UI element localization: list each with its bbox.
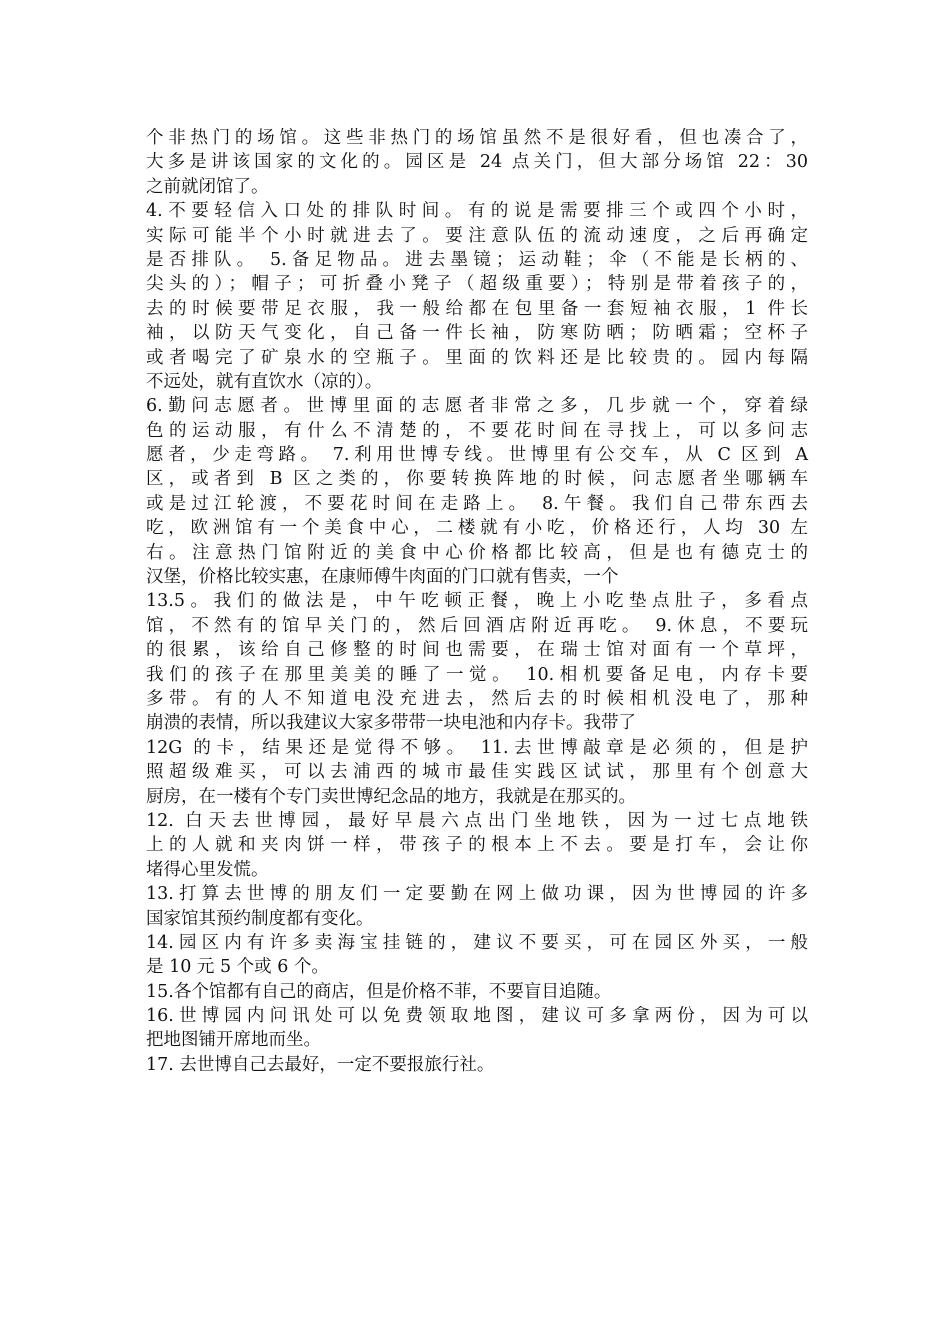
text-line: 13.打算去世博的朋友们一定要勤在网上做功课，因为世博园的许多 xyxy=(146,884,808,905)
text-line: 之前就闭馆了。 xyxy=(146,176,269,197)
text-line: 大多是讲该国家的文化的。园区是 24 点关门，但大部分场馆 22：30 xyxy=(146,152,808,173)
text-line: 的很累，该给自己修整的时间也需要，在瑞士馆对面有一个草坪， xyxy=(146,640,808,661)
text-line: 不远处，就有直饮水（凉的）。 xyxy=(146,371,383,392)
text-line: 吃，欧洲馆有一个美食中心，二楼就有小吃，价格还行，人均 30 左 xyxy=(146,518,808,539)
text-line: 或是过江轮渡，不要花时间在走路上。 8.午餐。我们自己带东西去 xyxy=(146,493,808,514)
text-line: 把地图铺开席地而坐。 xyxy=(146,1030,321,1051)
text-line: 是 10 元 5 个或 6 个。 xyxy=(146,957,329,978)
text-line: 照超级难买，可以去浦西的城市最佳实践区试试，那里有个创意大 xyxy=(146,762,808,783)
text-line: 12. 白天去世博园，最好早晨六点出门坐地铁，因为一过七点地铁 xyxy=(146,810,808,831)
text-line: 右。注意热门馆附近的美食中心价格都比较高，但是也有德克士的 xyxy=(146,542,808,563)
text-line: 愿者，少走弯路。 7.利用世博专线。世博里有公交车，从 C 区到 A xyxy=(146,445,808,466)
text-line: 色的运动服，有什么不清楚的，不要花时间在寻找上，可以多问志 xyxy=(146,420,808,441)
text-line: 馆，不然有的馆早关门的，然后回酒店附近再吃。 9.休息，不要玩 xyxy=(146,615,808,636)
text-line: 实际可能半个小时就进去了。要注意队伍的流动速度，之后再确定 xyxy=(146,225,808,246)
text-line: 上的人就和夹肉饼一样，带孩子的根本上不去。要是打车，会让你 xyxy=(146,835,808,856)
text-line: 尖头的）；帽子；可折叠小凳子（超级重要）；特别是带着孩子的， xyxy=(146,274,808,295)
text-line: 个非热门的场馆。这些非热门的场馆虽然不是很好看，但也凑合了， xyxy=(146,128,808,148)
text-line: 15.各个馆都有自己的商店，但是价格不菲，不要盲目追随。 xyxy=(146,981,612,1002)
text-line: 国家馆其预约制度都有变化。 xyxy=(146,908,374,929)
text-line: 是否排队。 5.备足物品。进去墨镜；运动鞋；伞（不能是长柄的、 xyxy=(146,249,808,270)
text-line: 厨房，在一楼有个专门卖世博纪念品的地方，我就是在那买的。 xyxy=(146,786,636,807)
text-line: 堵得心里发慌。 xyxy=(146,859,269,880)
text-line: 或者喝完了矿泉水的空瓶子。里面的饮料还是比较贵的。园内每隔 xyxy=(146,347,808,368)
text-line: 13.5。我们的做法是，中午吃顿正餐，晚上小吃垫点肚子，多看点 xyxy=(146,591,808,612)
text-line: 6.勤问志愿者。世博里面的志愿者非常之多，几步就一个，穿着绿 xyxy=(146,396,808,417)
text-line: 崩溃的表情，所以我建议大家多带带一块电池和内存卡。我带了 xyxy=(146,713,636,734)
text-line: 17. 去世博自己去最好，一定不要报旅行社。 xyxy=(146,1054,495,1075)
text-line: 去的时候要带足衣服，我一般给都在包里备一套短袖衣服，1 件长 xyxy=(146,298,808,319)
text-line: 我们的孩子在那里美美的睡了一觉。 10.相机要备足电，内存卡要 xyxy=(146,664,808,685)
text-line: 14.园区内有许多卖海宝挂链的，建议不要买，可在园区外买，一般 xyxy=(146,932,808,953)
text-line: 区，或者到 B 区之类的，你要转换阵地的时候，问志愿者坐哪辆车 xyxy=(146,469,808,490)
text-line: 4.不要轻信入口处的排队时间。有的说是需要排三个或四个小时， xyxy=(146,201,808,222)
text-line: 汉堡，价格比较实惠，在康师傅牛肉面的门口就有售卖，一个 xyxy=(146,567,619,588)
text-line: 袖，以防天气变化，自己备一件长袖，防寒防晒；防晒霜；空杯子 xyxy=(146,323,808,344)
text-line: 多带。有的人不知道电没充进去，然后去的时候相机没电了，那种 xyxy=(146,688,808,709)
text-line: 12G 的卡，结果还是觉得不够。 11.去世博敲章是必须的，但是护 xyxy=(146,737,808,758)
document-body xyxy=(146,126,808,1077)
text-line: 16.世博园内问讯处可以免费领取地图，建议可多拿两份，因为可以 xyxy=(146,1006,808,1027)
